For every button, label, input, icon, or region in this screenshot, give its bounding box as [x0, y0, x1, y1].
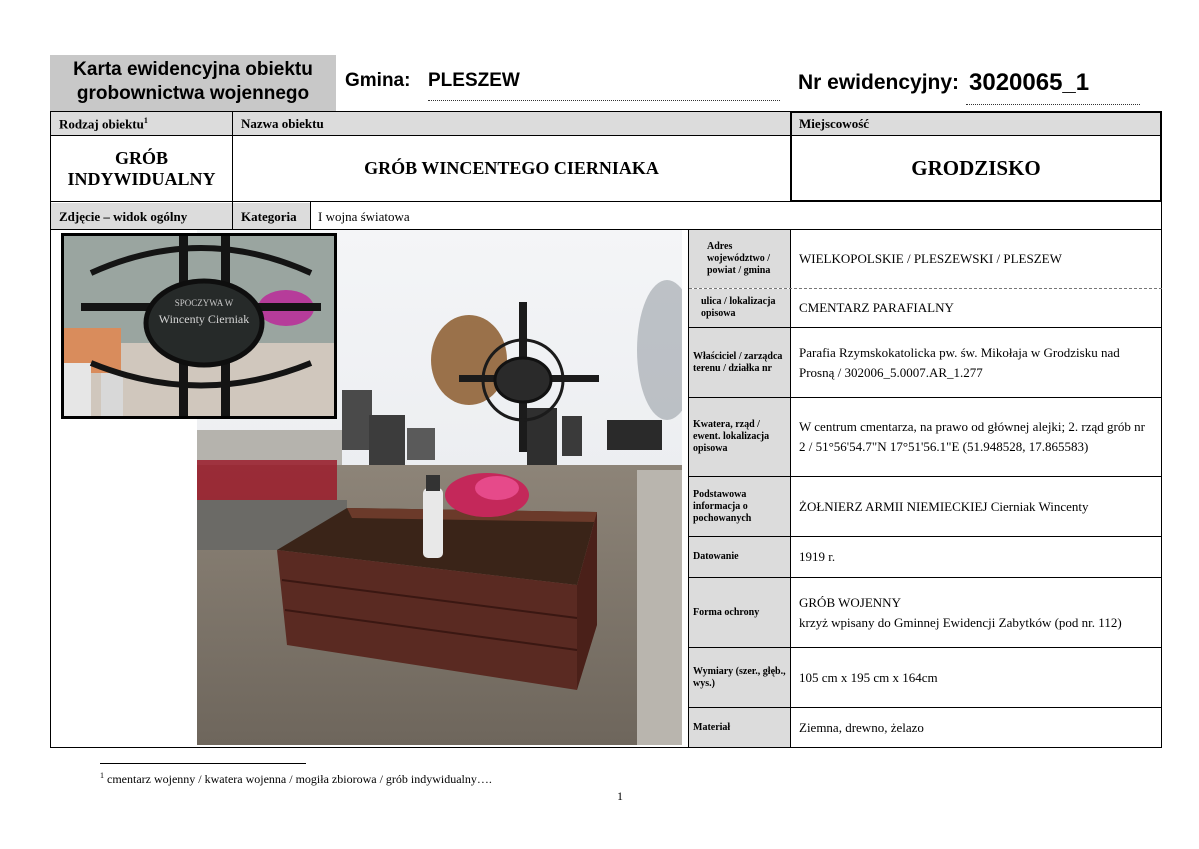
detail-value-material	[791, 708, 1161, 747]
detail-value-material-text: Ziemna, drewno, żelazo	[799, 719, 924, 735]
gmina-underline	[428, 100, 780, 101]
detail-label-wlasciciel	[689, 328, 790, 397]
rodzaj-obiektu-label: Rodzaj obiektu	[59, 116, 144, 132]
detail-label-material-text: Materiał	[693, 721, 731, 733]
inscription-photo	[61, 233, 337, 419]
detail-value-kwatera-text: W centrum cmentarza, na prawo od głównej alejki; 2. rząd grób nr 2 / 51°56'54.7"N 17°51'56.1"E (51.948528, 17.865583)	[799, 419, 1145, 454]
detail-value-wymiary-text: 105 cm x 195 cm x 164cm	[799, 669, 938, 685]
detail-label-kwatera-text: Kwatera, rząd / ewent. lokalizacja opisowa	[693, 419, 770, 454]
detail-label-pochowani	[689, 477, 790, 536]
detail-value-forma-ochrony	[791, 578, 1161, 647]
detail-label-wlasciciel-text: Właściciel / zarządca terenu / działka nr	[693, 350, 783, 374]
footnote-text: cmentarz wojenny / kwatera wojenna / mogiła zbiorowa / grób indywidualny….	[107, 772, 492, 786]
detail-label-wymiary	[689, 648, 790, 707]
detail-label-datowanie	[689, 537, 790, 577]
detail-label-pochowani-text: Podstawowa informacja o pochowanych	[693, 488, 752, 524]
detail-value-pochowani	[791, 477, 1161, 536]
miejscowosc-label: Miejscowość	[799, 116, 870, 131]
detail-label-adres-text: Adres województwo / powiat / gmina	[707, 241, 771, 276]
detail-label-ulica	[689, 289, 790, 327]
detail-label-datowanie-text: Datowanie	[693, 551, 739, 562]
detail-value-ulica	[791, 289, 1161, 327]
nr-ewidencyjny-value: 3020065_1	[969, 69, 1090, 96]
miejscowosc-value: GRODZISKO	[911, 156, 1041, 180]
detail-value-wlasciciel-text: Parafia Rzymskokatolicka pw. św. Mikołaja w Grodzisku nad Prosną / 302006_5.0007.AR_1.277	[799, 344, 1120, 380]
forma-ochrony-line-1: GRÓB WOJENNY	[799, 594, 901, 610]
detail-label-ulica-text: ulica / lokalizacja opisowa	[701, 296, 776, 319]
detail-value-adres-text: WIELKOPOLSKIE / PLESZEWSKI / PLESZEW	[799, 251, 1062, 266]
inscription-line-1: SPOCZYWA W	[174, 298, 234, 308]
detail-label-kwatera	[689, 398, 790, 476]
gmina-label: Gmina:	[345, 70, 411, 91]
nazwa-obiektu-value: GRÓB WINCENTEGO CIERNIAKA	[364, 158, 659, 178]
page-number: 1	[617, 789, 623, 803]
footnote-ref: 1	[143, 116, 148, 125]
rodzaj-obiektu-header	[51, 112, 232, 135]
rodzaj-obiektu-value	[51, 136, 232, 200]
rodzaj-line-1: GRÓB	[114, 148, 168, 168]
document-title: Karta ewidencyjna obiektu grobownictwa wojennego	[50, 55, 336, 111]
detail-value-wymiary	[791, 648, 1161, 707]
nr-ewidencyjny-label: Nr ewidencyjny:	[798, 71, 960, 94]
detail-value-ulica-text: CMENTARZ PARAFIALNY	[799, 300, 954, 315]
footnote	[100, 771, 492, 787]
gmina-value: PLESZEW	[428, 70, 520, 91]
nr-underline	[966, 104, 1140, 105]
detail-value-wlasciciel	[791, 328, 1161, 397]
miejscowosc-frame	[790, 111, 1162, 202]
detail-value-adres	[791, 230, 1161, 288]
forma-ochrony-line-2: krzyż wpisany do Gminnej Ewidencji Zabytków (pod nr. 112)	[799, 614, 1122, 630]
kategoria-value: I wojna światowa	[318, 209, 410, 224]
zdjecie-header	[51, 203, 232, 229]
rodzaj-line-2: INDYWIDUALNY	[67, 169, 216, 189]
detail-label-wymiary-text: Wymiary (szer., głęb., wys.)	[693, 665, 786, 689]
nazwa-obiektu-header	[233, 112, 790, 135]
detail-label-forma-ochrony	[689, 578, 790, 647]
detail-label-forma-ochrony-text: Forma ochrony	[693, 606, 760, 618]
footnote-marker: 1	[100, 771, 104, 780]
kategoria-label: Kategoria	[241, 209, 297, 224]
inscription-line-2: Wincenty Cierniak	[158, 312, 250, 326]
nazwa-obiektu-label: Nazwa obiektu	[241, 116, 324, 131]
kategoria-header	[233, 203, 310, 229]
detail-value-datowanie-text: 1919 r.	[799, 549, 836, 564]
detail-value-datowanie	[791, 537, 1161, 577]
detail-value-pochowani-text: ŻOŁNIERZ ARMII NIEMIECKIEJ Cierniak Wincenty	[799, 498, 1089, 514]
detail-label-material	[689, 708, 790, 747]
zdjecie-label: Zdjęcie – widok ogólny	[59, 209, 188, 224]
detail-label-adres	[689, 230, 790, 288]
detail-value-kwatera	[791, 398, 1161, 476]
